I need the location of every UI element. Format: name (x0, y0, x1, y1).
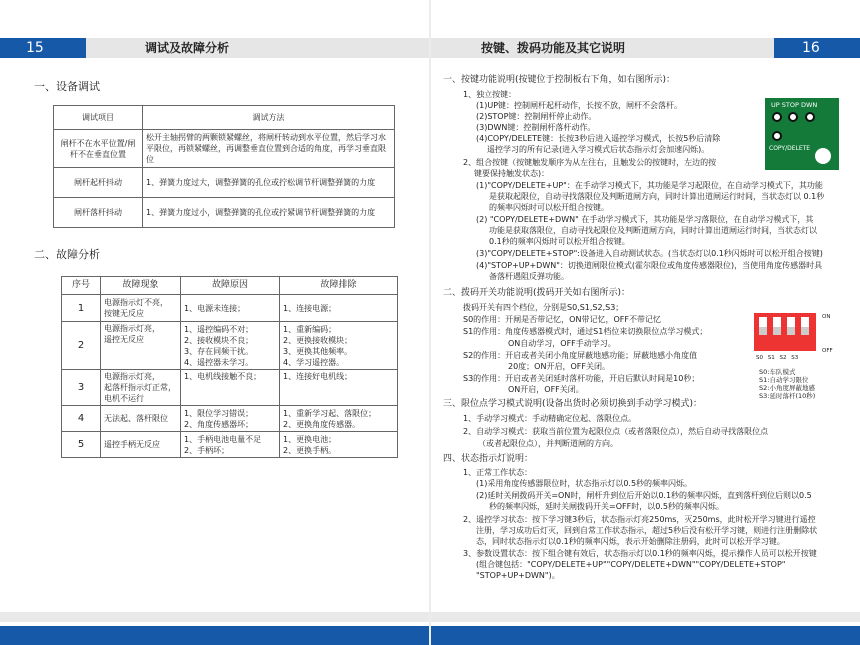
text-line: 3、参数设置状态：按下组合键有效后，状态指示灯以0.1秒的频率闪烁，提示操作人员可以松开按键 (463, 549, 817, 558)
page-number: 15 (0, 38, 86, 58)
section-heading-keys: 一、按键功能说明(按键位于控制板右下角，如右图所示)： (443, 75, 676, 85)
table-header-row (62, 277, 398, 295)
table-header-row (54, 106, 395, 130)
dwn-key-icon (805, 112, 815, 122)
text-line: 注册，学习成功后灯灭，回到自常工作状态指示，超过5秒后没有松开学习键，则进行注册删除状 (476, 526, 818, 535)
table-header-cell: 故障原因 (181, 277, 280, 295)
section-heading-debug: 一、设备调试 (34, 80, 100, 93)
board-copy-label: COPY/DELETE (769, 145, 811, 152)
symptom-line: 按键无反应 (104, 309, 144, 318)
symptom-line: 电源指示灯不亮， (104, 298, 168, 307)
row-number: 3 (62, 370, 101, 406)
footer-stripe (0, 612, 429, 622)
text-line: S2的作用：开启或者关闭小角度屏蔽地感功能；屏蔽地感小角度值 (463, 351, 698, 360)
cause-line: 1、限位学习错误； (184, 408, 254, 418)
stop-key-icon (788, 112, 798, 122)
text-line: (1)UP键：控制闸杆起杆动作，长按不放，闸杆不会落杆。 (476, 101, 683, 110)
table-cell: 松开主轴拐臂的两颗锁紧螺丝，将闸杆转动到水平位置，然后学习水平限位，再锁紧螺丝，再调整垂直位置到合适的角度，再学习垂直限位 (143, 130, 395, 168)
cause-line: 1、遥控编码不对； (184, 324, 254, 334)
copy-delete-key-icon (772, 131, 782, 141)
text-line: (2)延时关闸拨码开关=ON时，闸杆升到位后开始以0.1秒的频率闪烁，直到落杆到位后则以0.5 (476, 491, 812, 500)
cause-cell (181, 406, 280, 432)
symptom-cell (101, 322, 181, 370)
text-line: (3)"COPY/DELETE+STOP":设备进入自动测试状态。(当状态灯以0.1秒闪烁时可以松开组合按键) (476, 249, 823, 258)
cause-line: 4、遥控器未学习。 (184, 357, 254, 367)
dip-off-label: OFF (822, 348, 833, 354)
text-line: (1)"COPY/DELETE+UP"：在手动学习模式下，其功能是学习起限位，在自动学习模式下，其功能 (476, 181, 823, 190)
footer-bar (431, 626, 860, 645)
text-line: 2、遥控学习状态：按下学习键3秒后，状态指示灯亮250ms，灭250ms，此时松开学习键进行遥控 (463, 515, 816, 524)
text-line: 拨码开关有四个档位，分别是S0,S1,S2,S3； (463, 303, 624, 312)
row-number: 4 (62, 406, 101, 432)
cause-line: 2、接收模块不良； (184, 335, 254, 345)
fix-cell (280, 432, 398, 458)
table-row (62, 432, 398, 458)
table-row (54, 168, 395, 198)
dip-legend-line: S1:自动学习限位 (759, 376, 809, 384)
section-heading-limit: 三、限位点学习模式说明(设备出货时必须切换到手动学习模式)： (443, 399, 703, 409)
fix-cell (280, 295, 398, 322)
fix-line: 1、连接电源； (283, 303, 337, 313)
button-board-illustration (765, 98, 839, 170)
cause-line: 1、电机线接触不良； (184, 372, 262, 381)
debug-table (53, 105, 395, 228)
symptom-line: 电源指示灯亮， (104, 372, 160, 381)
page-title: 按键、拨码功能及其它说明 (481, 41, 626, 55)
section-heading-dip: 二、拨码开关功能说明(拨码开关如右图所示)： (443, 288, 631, 298)
dip-switch-illustration (754, 313, 816, 351)
text-line: 是获取起限位，自动寻找落限位及判断道闸方向，同时计算出道闸运行时间，当状态灯以 0.1秒 (489, 192, 825, 201)
fix-line: 1、更换电池； (283, 434, 337, 444)
fix-line: 1、重新学习起、落限位； (283, 408, 377, 418)
text-line: 秒的频率闪烁，延时关闸拨码开关=OFF时，以0.5秒的频率闪烁。 (489, 502, 724, 511)
footer-stripe (431, 612, 860, 622)
dip-legend-line: S2:小角度屏蔽地感 (759, 384, 815, 392)
footer-bar (0, 626, 429, 645)
section-heading-fault: 二、故障分析 (34, 248, 100, 261)
page-number: 16 (774, 38, 860, 58)
text-line: 态，同时状态指示灯以0.1秒的频率闪烁，表示开始删除注册码，此时可以松开学习键。 (476, 537, 785, 546)
fix-line: 3、更换其他频率。 (283, 346, 353, 356)
dip-switch-s2-icon (787, 317, 795, 335)
text-line: S0的作用：开闸是否带记忆，ON带记忆，OFF不带记忆 (463, 315, 661, 324)
left-header-bar (0, 38, 429, 58)
up-key-icon (772, 112, 782, 122)
text-line: （或者起限位点），并判断道闸的方向。 (478, 439, 618, 448)
text-line: S3的作用：开启或者关闭延时落杆功能，开启后默认时间是10秒； (463, 374, 700, 383)
table-row (54, 130, 395, 168)
text-line: 的频率闪烁时可以松开组合按键。 (489, 203, 609, 212)
text-line: 20度；ON开启，OFF关闭。 (508, 362, 610, 371)
text-line: 2、自动学习模式：获取当前位置为起限位点（或者落限位点），然后自动寻找落限位点 (463, 427, 769, 436)
dip-legend-line: S3:延时落杆(10秒) (759, 392, 816, 400)
row-number: 2 (62, 322, 101, 370)
dip-on-label: ON (822, 314, 831, 320)
symptom-line: 起落杆指示灯正常， (104, 383, 176, 392)
cause-cell (181, 322, 280, 370)
symptom-cell (101, 295, 181, 322)
symptom-cell (101, 370, 181, 406)
symptom-line: 无法起、落杆限位 (104, 414, 168, 423)
symptom-cell (101, 406, 181, 432)
cause-line: 1、电源未连接； (184, 303, 246, 313)
dip-switch-s1-icon (773, 317, 781, 335)
text-line: 1、手动学习模式：手动精确定位起、落限位点。 (463, 414, 637, 423)
fix-cell (280, 370, 398, 406)
table-row (62, 322, 398, 370)
table-cell: 1、弹簧力度过大，调整弹簧的孔位或拧松调节杆调整弹簧的力度 (143, 168, 395, 198)
fix-cell (280, 406, 398, 432)
row-number: 1 (62, 295, 101, 322)
text-line: 功能是获取落限位，自动寻找起限位及判断道闸方向，同时计算出道闸运行时间，当状态灯以 (489, 226, 817, 235)
row-number: 5 (62, 432, 101, 458)
text-line: 1、正常工作状态： (463, 468, 533, 477)
fix-line: 4、学习遥控器。 (283, 357, 345, 367)
text-line: 2、组合按键（按键触发顺序为从左往右，且触发公的按键时，左边的按 (463, 158, 717, 167)
text-line: (2)STOP键：控制闸杆停止动作。 (476, 112, 597, 121)
text-line: 键要保持触发状态)： (474, 169, 550, 178)
text-line: (2) "COPY/DELETE+DWN" 在手动学习模式下，其功能是学习落限位，在自动学习模式下，其 (476, 215, 814, 224)
board-keys-label: UP STOP DWN (771, 101, 818, 109)
table-row (62, 370, 398, 406)
symptom-line: 遥控手柄无反应 (104, 440, 160, 449)
symptom-cell (101, 432, 181, 458)
dip-switch-s0-icon (759, 317, 767, 335)
table-cell: 闸杆落杆抖动 (54, 198, 143, 228)
page-title: 调试及故障分析 (145, 41, 230, 55)
table-cell: 闸杆起杆抖动 (54, 168, 143, 198)
table-cell: 闸杆不在水平位置/闸杆不在垂直位置 (54, 130, 143, 168)
fix-line: 2、更换角度传感器。 (283, 419, 361, 429)
cause-cell (181, 370, 280, 406)
table-header-cell: 调试方法 (143, 106, 395, 130)
text-line: S1的作用：角度传感器模式时，通过S1档位来切换限位点学习模式； (463, 327, 708, 336)
cause-cell (181, 432, 280, 458)
text-line: (4)COPY/DELETE键：长按3秒后进入遥控学习模式，长按5秒后清除 (476, 134, 721, 143)
status-led-icon (815, 148, 831, 164)
right-header-bar (431, 38, 860, 58)
text-line: (3)DWN键：控制闸杆落杆动作。 (476, 123, 596, 132)
text-line: (1)采用角度传感器限位时，状态指示灯以0.5秒的频率闪烁。 (476, 479, 693, 488)
table-header-cell: 故障现象 (101, 277, 181, 295)
text-line: (组合键包括："COPY/DELETE+UP""COPY/DELETE+DWN""COPY/DELETE+STOP" (476, 560, 786, 569)
table-header-cell: 调试项目 (54, 106, 143, 130)
dip-legend-line: S0:车队模式 (759, 368, 796, 376)
text-line: 1、独立按键： (463, 90, 517, 99)
cause-line: 3、存在同频干扰。 (184, 346, 254, 356)
table-row (62, 406, 398, 432)
dip-switch-labels: S0 S1 S2 S3 (756, 355, 799, 361)
text-line: ON开启，OFF关闭。 (508, 385, 584, 394)
left-page (0, 0, 429, 645)
table-header-cell: 序号 (62, 277, 101, 295)
fix-line: 2、更换接收模块； (283, 335, 353, 345)
text-line: (4)"STOP+UP+DWN"：切换道闸限位模式(霍尔限位或角度传感器限位)，当使用角度传感器时具 (476, 261, 823, 270)
text-line: "STOP+UP+DWN")。 (476, 571, 560, 580)
cause-line: 2、手柄坏； (184, 445, 230, 455)
dip-legend (759, 368, 815, 400)
section-heading-status: 四、状态指示灯说明： (443, 454, 534, 464)
fault-table (61, 276, 398, 458)
symptom-line: 电机不运行 (104, 394, 144, 403)
dip-switch-s3-icon (801, 317, 809, 335)
fix-line: 2、更换手柄。 (283, 445, 337, 455)
table-header-cell: 故障排除 (280, 277, 398, 295)
fix-line: 1、重新编码； (283, 324, 337, 334)
text-line: 0.1秒的频率闪烁时可以松开组合按键。 (489, 237, 630, 246)
table-row (54, 198, 395, 228)
text-line: 备落杆遇阻反弹功能。 (489, 272, 569, 281)
table-row (62, 295, 398, 322)
fix-cell (280, 322, 398, 370)
text-line: ON自动学习，OFF手动学习。 (508, 339, 616, 348)
fix-line: 1、连接好电机线； (283, 372, 353, 381)
table-cell: 1、弹簧力度过小，调整弹簧的孔位或拧紧调节杆调整弹簧的力度 (143, 198, 395, 228)
text-line: 遥控学习的所有记录(进入学习模式后状态指示灯会加速闪烁)。 (487, 145, 710, 154)
cause-line: 2、角度传感器坏； (184, 419, 254, 429)
cause-line: 1、手柄电池电量不足 (184, 434, 262, 444)
cause-cell (181, 295, 280, 322)
symptom-line: 电源指示灯亮， (104, 324, 160, 333)
symptom-line: 遥控无反应 (104, 335, 144, 344)
